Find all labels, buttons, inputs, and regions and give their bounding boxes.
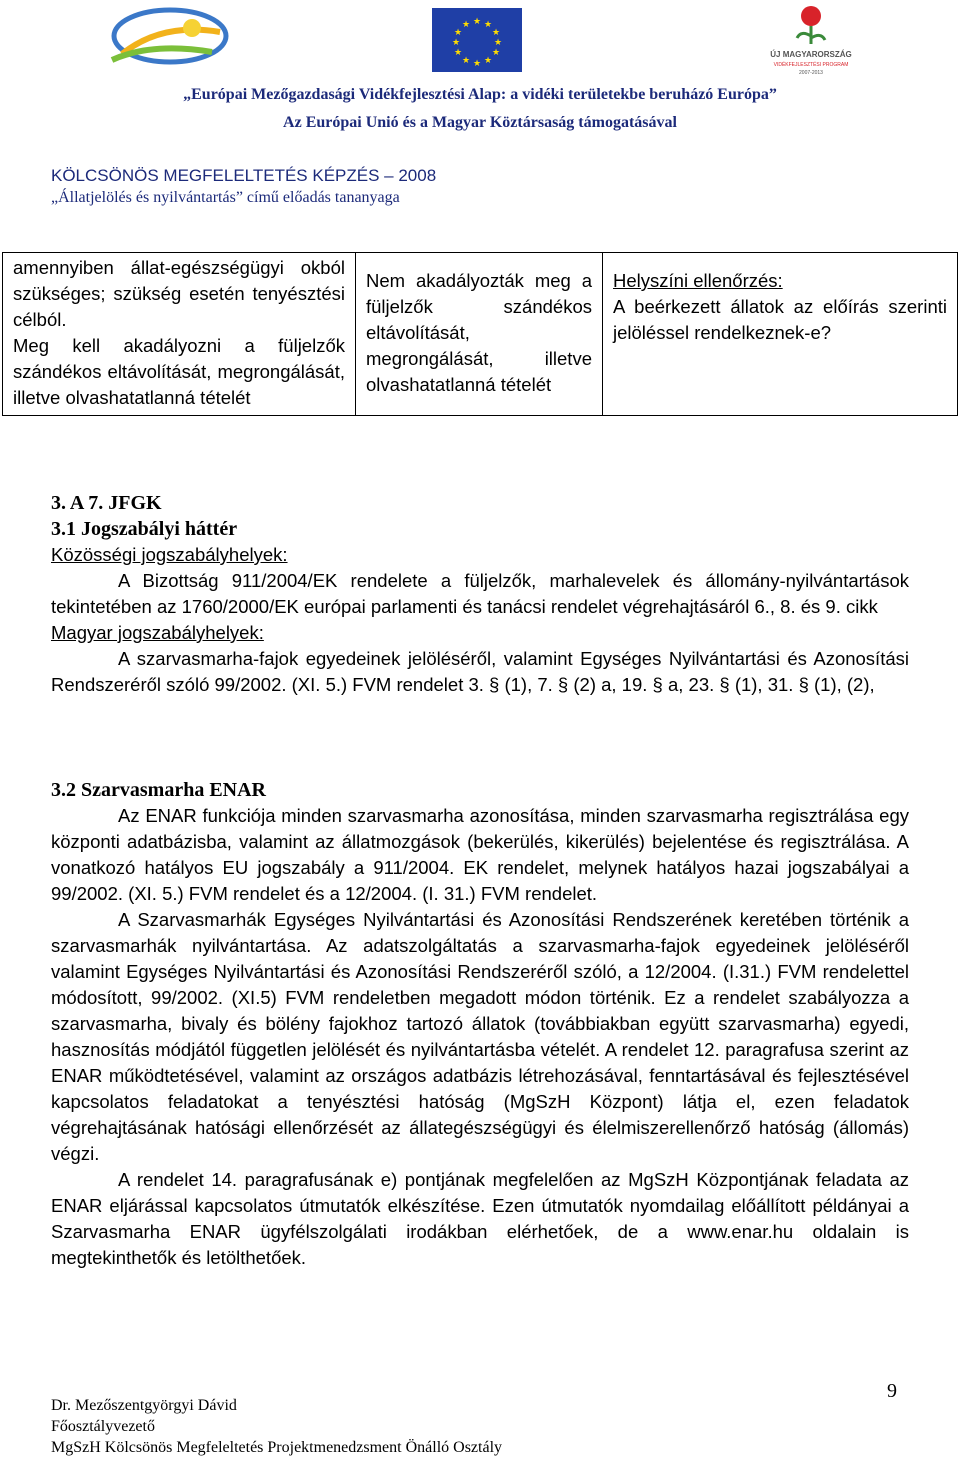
svg-text:★: ★ [453,48,463,58]
footer-author: Dr. Mezőszentgyörgyi Dávid [51,1397,237,1414]
header-support-line: Az Európai Unió és a Magyar Köztársaság támogatásával [283,114,677,131]
svg-text:★: ★ [493,38,503,48]
course-title: KÖLCSÖNÖS MEGFELELTETÉS KÉPZÉS – 2008 [51,166,437,185]
svg-text:★: ★ [483,20,493,30]
requirements-table [2,252,958,416]
svg-text:★: ★ [483,56,493,66]
hungarian-heading: Magyar jogszabályhelyek: [51,622,264,643]
uj-magyarorszag-logo [765,0,857,78]
course-subtitle: „Állatjelölés és nyilvántartás” című előadás tananyaga [51,189,400,206]
subsection-title: 3.1 Jogszabályi háttér [51,518,238,540]
table-row [3,253,958,416]
footer-role: Főosztályvezető [51,1418,155,1435]
section-3 [51,490,909,698]
page-number: 9 [887,1380,897,1402]
svg-text:★: ★ [461,20,471,30]
cell-text: A beérkezett állatok az előírás szerinti jelöléssel rendelkeznek-e? [613,296,947,343]
paragraph: A Szarvasmarhák Egységes Nyilvántartási és Azonosítási Rendszerének keretében történik a szarvasmarhák nyilvántartása. Az adatszolgáltatás a szarvasmarha-fajok egyedeinek jelöléséről valamint Egységes Nyilvántartási és Azonosítási Rendszeréről szóló, a 12/2004. (I.31.) FVM rendelettel módosított, 99/2002. (XI.5) FVM rendeletben megadott módon történik. Ez a rendelet szabályozza a szarvasmarha, bivaly és bölény fajokhoz tartozó állatok (továbbiakban együtt szarvasmarha) egyedi, hasznosítás módjától független jelölését és nyilvántartásba vételét. A rendelet 12. paragrafusa szerint az ENAR működtetésével, valamint az országos adatbázis létrehozásával, fenntartásával és fejlesztésével kapcsolatos feladatokat a tenyésztési hatóság (MgSzH Központ) látja el, ezen feladatok végrehajtásának hatósági ellenőrzését az állategészségügyi és élelmiszerellenőrző hatóság (állomás) végzi. [51,909,909,1164]
svg-text:★: ★ [472,59,482,69]
logo-right-text1: ÚJ MAGYARORSZÁG [770,50,852,59]
cell-text: Nem akadályozták meg a füljelzők szándékos eltávolítását, megrongálását, illetve olvashatatlanná tételét [366,270,592,395]
table-cell-violation [356,253,603,416]
svg-text:★: ★ [472,17,482,27]
check-heading: Helyszíni ellenőrzés: [613,270,783,291]
section-title: 3. A 7. JFGK [51,492,162,514]
cell-text: Meg kell akadályozni a füljelzők szándékos eltávolítását, megrongálását, illetve olvashatatlanná tételét [13,335,345,408]
svg-text:★: ★ [461,56,471,66]
paragraph: A rendelet 14. paragrafusának e) pontjának megfelelően az MgSzH Központjának feladata az ENAR eljárással kapcsolatos útmutatók elkészítése. Ezen útmutatók nyomdailag előállított példányai a Szarvasmarha ENAR ügyfélszolgálati irodákban elérhetőek, de a www.enar.hu oldalain is megtekinthetők és letölthetőek. [51,1169,909,1268]
footer-org: MgSzH Kölcsönös Megfeleltetés Projektmenedzsment Önálló Osztály [51,1439,503,1456]
svg-text:★: ★ [491,28,501,38]
table-cell-requirement [3,253,356,416]
svg-text:★: ★ [453,28,463,38]
hungarian-text: A szarvasmarha-fajok egyedeinek jelöléséről, valamint Egységes Nyilvántartási és Azonosítási Rendszeréről szóló 99/2002. (XI. 5.) FVM rendelet 3. § (1), 7. § (2) a, 19. § a, 23. § (1), 31. § (1), (2), [51,648,909,695]
community-text: A Bizottság 911/2004/EK rendelete a füljelzők, marhalevelek és állomány-nyilvántartások tekintetében az 1760/2000/EK európai parlamenti és tanácsi rendelet végrehajtásáról 6., 8. és 9. cikk [51,570,909,617]
logo-right-text3: 2007-2013 [799,70,823,76]
rural-development-logo [92,2,242,74]
eu-flag-logo [432,8,522,72]
paragraph: Az ENAR funkciója minden szarvasmarha azonosítása, minden szarvasmarha regisztrálása egy központi adatbázisba, valamint az állatmozgások (bekerülés, kikerülés) bejelentése és regisztrálása. A vonatkozó hatályos EU jogszabály a 911/2004. EK rendelet, melynek hatályos hazai jogszabályai a 99/2002. (XI. 5.) FVM rendelet és a 12/2004. (I. 31.) FVM rendelet. [51,805,909,904]
cell-text: amennyiben állat-egészségügyi okból szükséges; szükség esetén tenyésztési célból. [13,257,345,330]
section-3-2 [51,777,909,1271]
svg-text:★: ★ [491,48,501,58]
community-heading: Közösségi jogszabályhelyek: [51,544,288,565]
logo-right-text2: VIDÉKFEJLESZTÉSI PROGRAM [773,62,849,68]
header-fund-line: „Európai Mezőgazdasági Vidékfejlesztési Alap: a vidéki területekbe beruházó Európa” [183,86,777,103]
table-cell-check [603,253,958,416]
svg-text:★: ★ [451,38,461,48]
subsection-title: 3.2 Szarvasmarha ENAR [51,779,266,801]
